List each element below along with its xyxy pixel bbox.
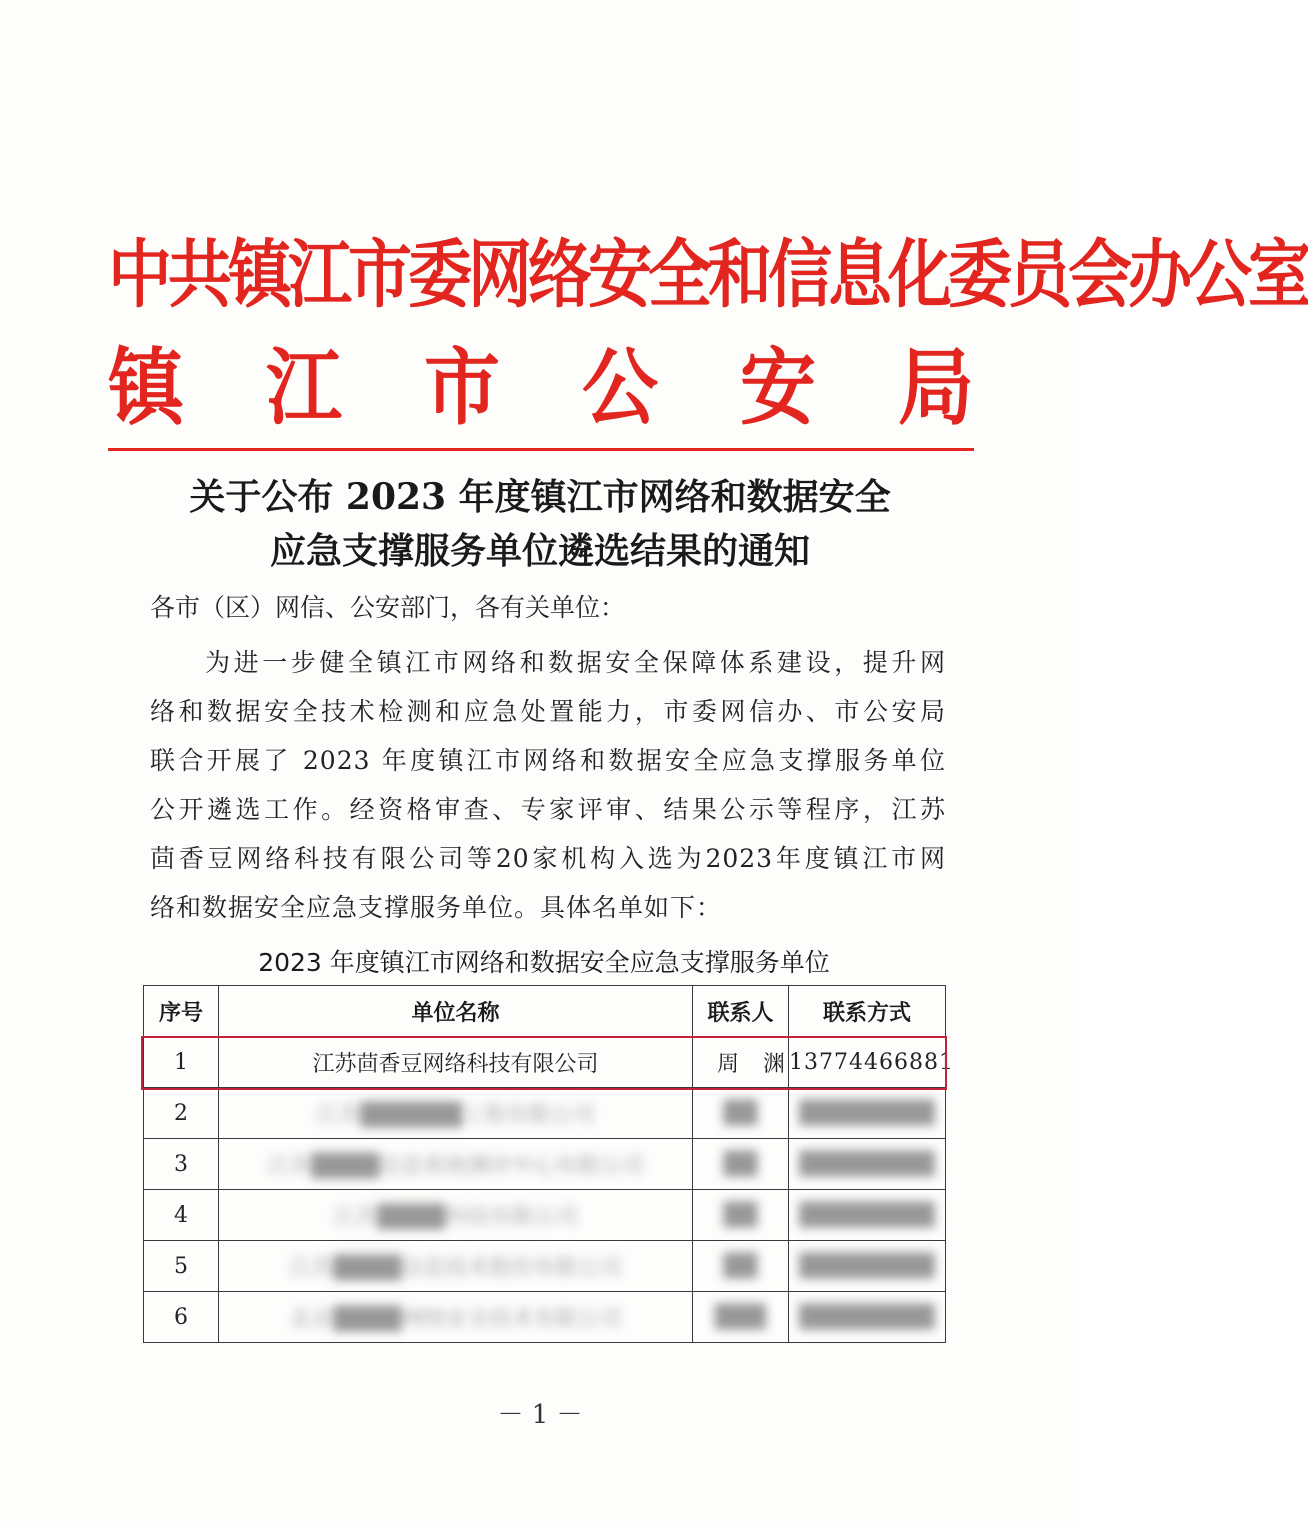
table-header-row [144,986,946,1037]
contact-name: 周渊 [717,1051,810,1077]
row-name [219,1190,693,1241]
redacted-name: 江苏████信息系统测评中心有限公司 [267,1153,644,1179]
header-no: 序号 [144,986,219,1037]
row-phone [789,1037,954,1088]
units-table [143,985,954,1343]
table-row [144,1241,946,1292]
issuing-org-line2 [108,340,974,436]
phone-number: 13774466881 [789,1049,954,1075]
row-no: 1 [144,1037,219,1088]
row-name [219,1139,693,1190]
redacted-contact: ██ [723,1253,758,1279]
redacted-name: 江苏████信息技术股份有限公司 [289,1255,622,1281]
body-line: 联合开展了 2023 年度镇江市网络和数据安全应急支撑服务单位 [150,746,946,775]
row-contact [693,1190,789,1241]
table-row [144,1190,946,1241]
title-line-1: 关于公布 2023 年度镇江市网络和数据安全 [189,476,891,518]
redacted-phone: ████████ [799,1253,935,1279]
body-line: 为进一步健全镇江市网络和数据安全保障体系建设，提升网 [205,648,946,677]
body-line: 公开遴选工作。经资格审查、专家评审、结果公示等程序，江苏 [150,795,946,824]
body-line: 茴香豆网络科技有限公司等20家机构入选为2023年度镇江市网 [150,844,946,873]
row-phone [789,1292,946,1343]
row-phone [789,1241,946,1292]
table-caption: 2023 年度镇江市网络和数据安全应急支撑服务单位 [258,948,830,977]
row-name [219,1292,693,1343]
row-contact [693,1241,789,1292]
row-name: 江苏茴香豆网络科技有限公司 [219,1037,693,1088]
redacted-phone: ████████ [799,1202,935,1228]
header-contact: 联系人 [693,986,789,1037]
redacted-phone: ████████ [799,1304,935,1330]
salutation: 各市（区）网信、公安部门，各有关单位： [150,593,626,622]
table-row [144,1292,946,1343]
issuing-org-line1: 中共镇江市委网络安全和信息化委员会办公室 [108,233,1308,319]
table-row [144,1088,946,1139]
row-no: 5 [144,1241,219,1292]
redacted-name: 北京████网络安全技术有限公司 [289,1306,622,1332]
row-no: 3 [144,1139,219,1190]
org-line2-char: 镇 [108,338,184,437]
document-title [100,470,980,578]
redacted-contact: ██ [723,1151,758,1177]
row-contact [693,1139,789,1190]
red-header-divider [108,448,974,451]
redacted-phone: ████████ [799,1100,935,1126]
row-contact [693,1292,789,1343]
row-no: 2 [144,1088,219,1139]
title-line-2: 应急支撑服务单位遴选结果的通知 [269,530,810,572]
row-no: 6 [144,1292,219,1343]
redacted-phone: ████████ [799,1151,935,1177]
org-line2-char: 市 [424,338,500,437]
redacted-name: 江苏██████工程有限公司 [316,1102,595,1128]
row-no: 4 [144,1190,219,1241]
redacted-name: 江苏████科技有限公司 [333,1204,578,1230]
row-phone [789,1088,946,1139]
org-line2-char: 局 [898,338,974,437]
row-name [219,1241,693,1292]
body-line: 络和数据安全应急支撑服务单位。具体名单如下： [150,893,723,922]
table-row [144,1139,946,1190]
org-line2-char: 江 [266,338,342,437]
row-contact [693,1037,810,1088]
row-phone [789,1190,946,1241]
org-line2-char: 安 [740,338,816,437]
body-paragraph [150,638,946,932]
header-phone: 联系方式 [789,986,946,1037]
org-line2-char: 公 [582,338,658,437]
page-number: － 1 － [497,1400,583,1430]
redacted-contact: ███ [715,1304,766,1330]
header-name: 单位名称 [219,986,693,1037]
row-contact [693,1088,789,1139]
table-row [144,1037,946,1088]
row-phone [789,1139,946,1190]
body-line: 络和数据安全技术检测和应急处置能力，市委网信办、市公安局 [150,697,946,726]
redacted-contact: ██ [723,1202,758,1228]
redacted-contact: ██ [723,1100,758,1126]
row-name [219,1088,693,1139]
